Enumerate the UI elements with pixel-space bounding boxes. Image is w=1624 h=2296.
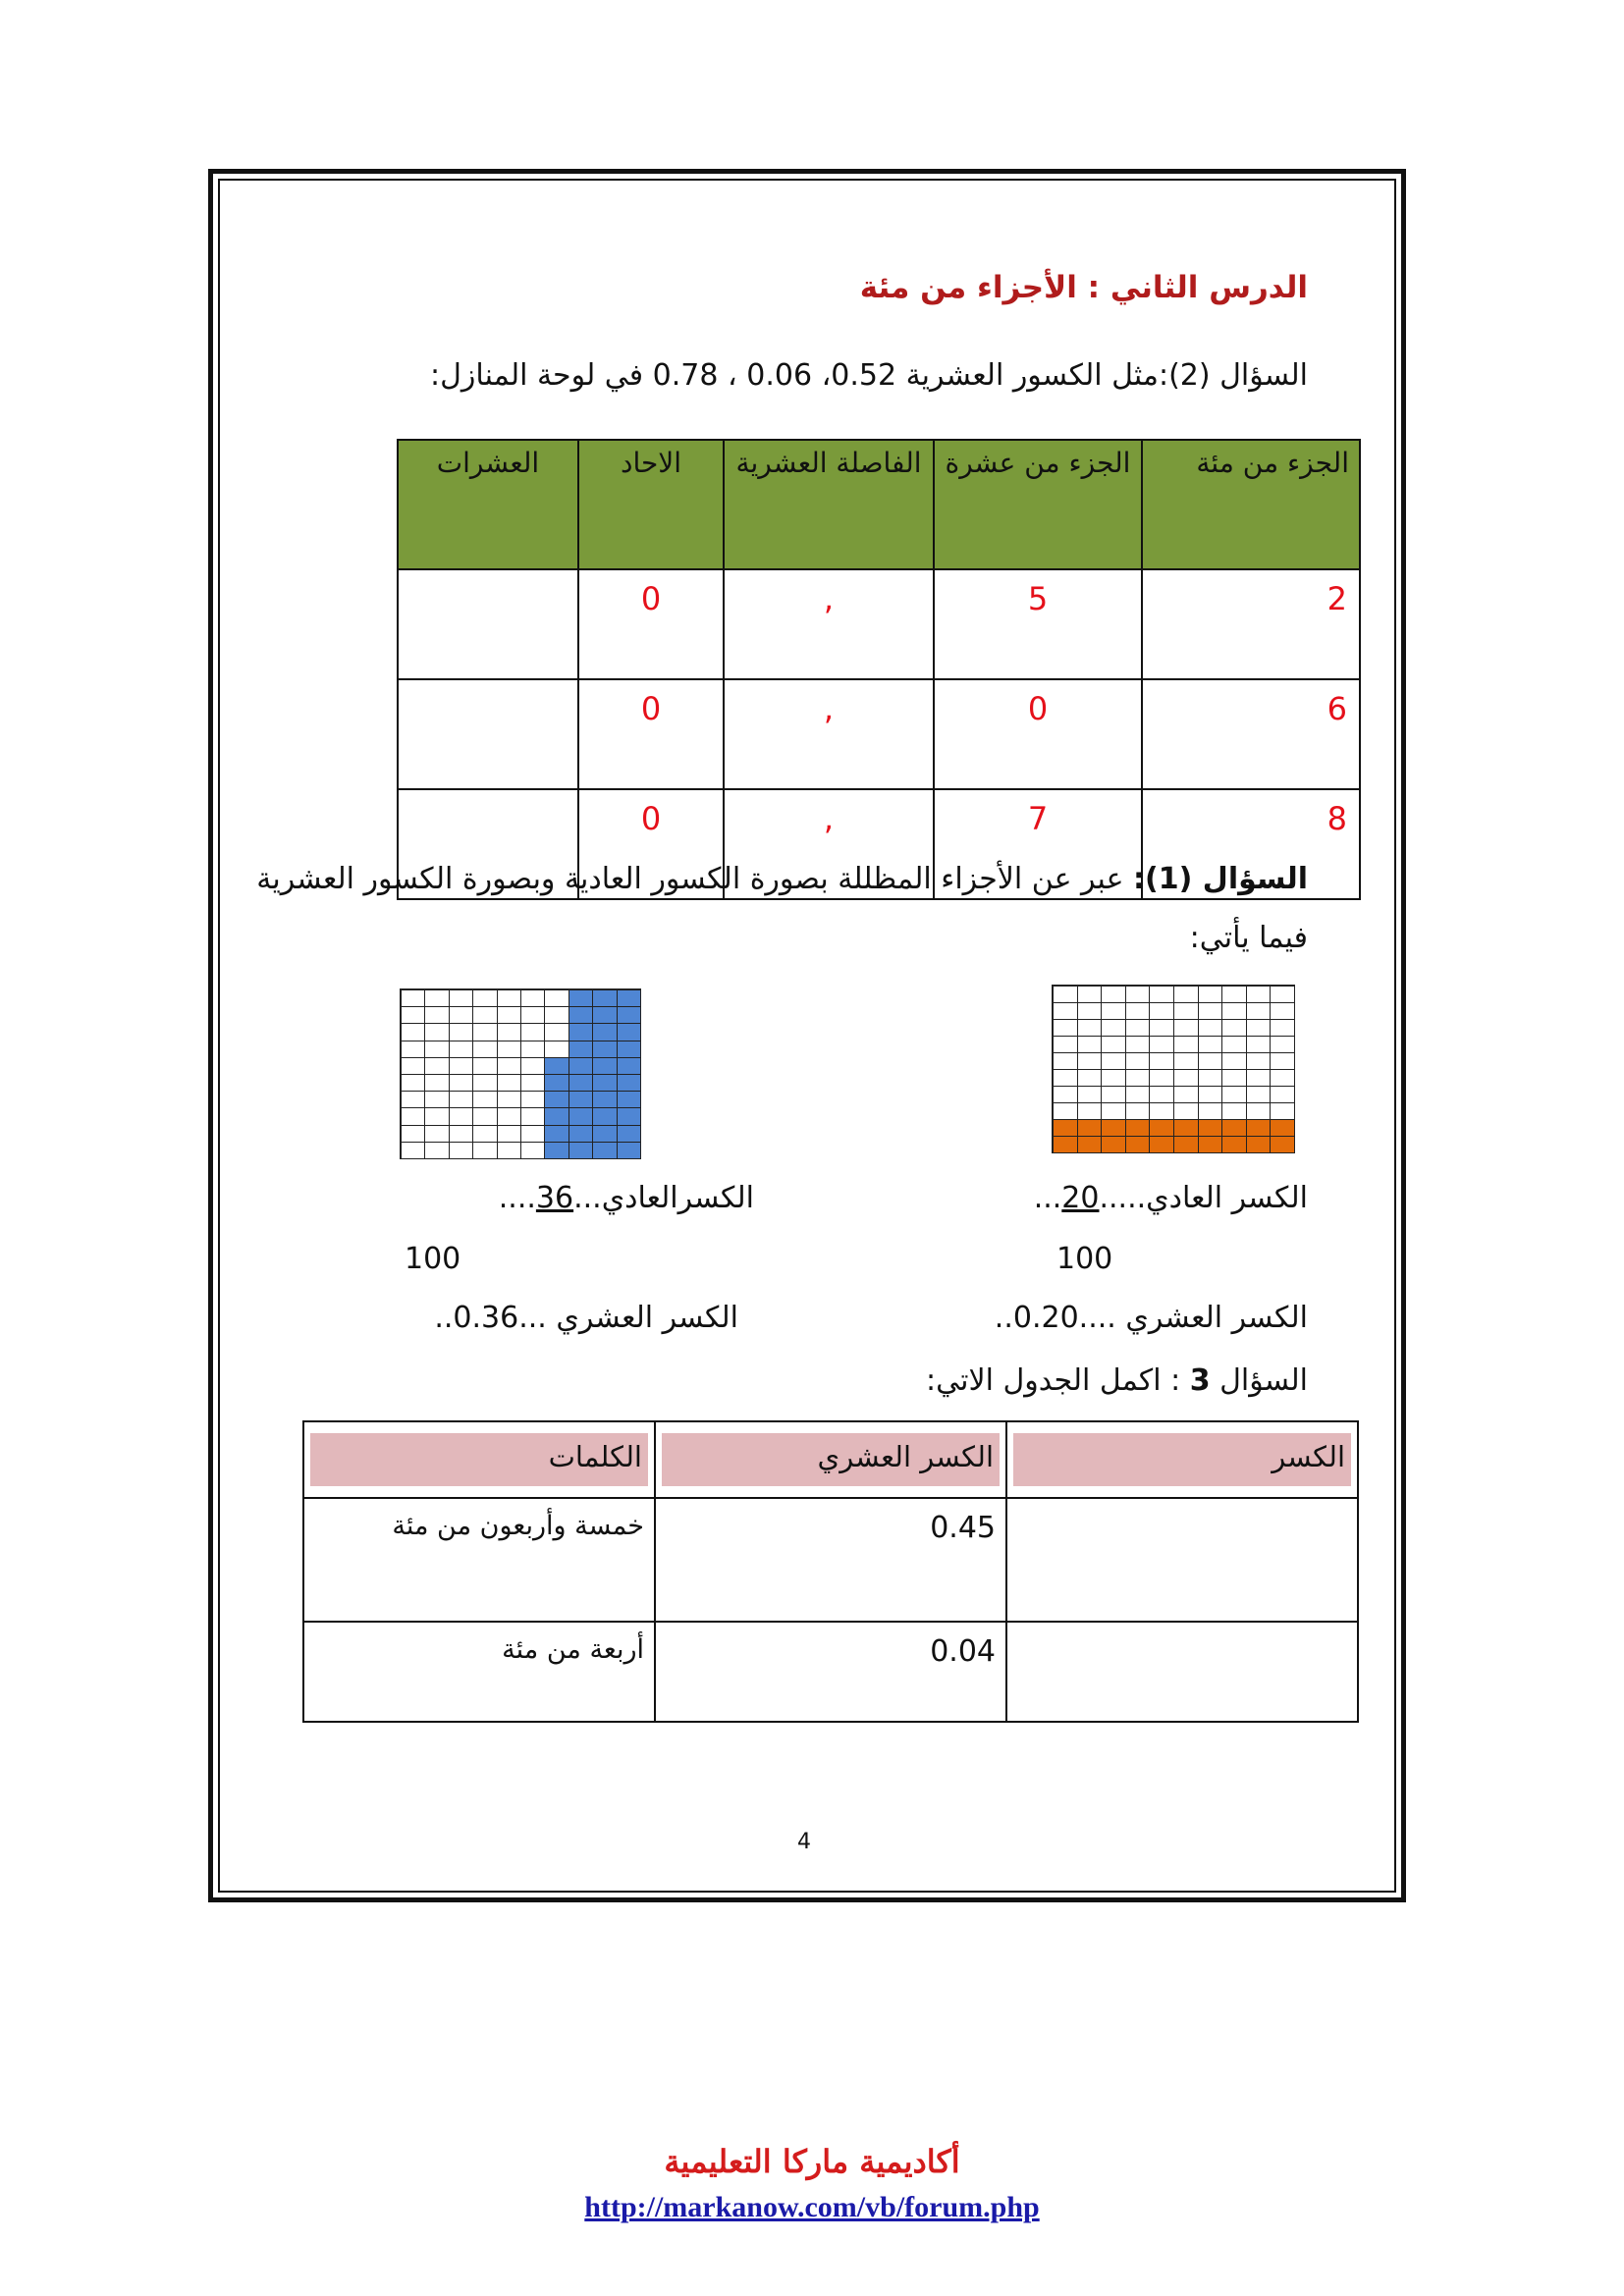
grid-cell [450, 990, 473, 1007]
grid-cell [1078, 1087, 1103, 1103]
grid-cell [450, 1041, 473, 1058]
grid-cell [521, 1092, 545, 1108]
grid-cell [618, 1126, 641, 1143]
grid-cell [1199, 1087, 1223, 1103]
grid-cell [402, 1075, 425, 1092]
grid-cell [402, 1108, 425, 1125]
grid-cell [498, 1108, 521, 1125]
grid-cell [450, 1075, 473, 1092]
grid-cell [1222, 1037, 1247, 1053]
grid-cell [1199, 1003, 1223, 1020]
grid-cell [1150, 1137, 1174, 1153]
grid-cell [1271, 1120, 1295, 1137]
grid-cell [498, 1024, 521, 1041]
cell-ones[interactable]: 0 [578, 569, 724, 679]
right-fraction-label: الكسر العادي..... [1099, 1181, 1308, 1215]
page-number: 4 [797, 1830, 811, 1854]
grid-cell [1126, 1120, 1151, 1137]
words-header-row [303, 1421, 1358, 1498]
grid-cell [569, 1007, 593, 1024]
grid-cell [473, 1092, 497, 1108]
grid-cell [521, 990, 545, 1007]
left-common-fraction [499, 1181, 754, 1215]
left-denominator: 100 [405, 1242, 461, 1276]
grid-cell [1054, 987, 1078, 1003]
grid-cell [569, 1075, 593, 1092]
grid-cell [450, 1108, 473, 1125]
grid-cell [425, 1108, 449, 1125]
grid-cell [1271, 1053, 1295, 1070]
cell-tenths[interactable]: 7 [934, 789, 1142, 899]
grid-cell [593, 1058, 617, 1075]
grid-cell [569, 1024, 593, 1041]
grid-cell [473, 1058, 497, 1075]
left-numerator: 36 [535, 1181, 574, 1215]
grid-cell [1199, 1120, 1223, 1137]
cell-decimal[interactable]: 0.04 [655, 1622, 1006, 1722]
grid-cell [1174, 1003, 1199, 1020]
grid-cell [498, 1092, 521, 1108]
grid-cell [1150, 1037, 1174, 1053]
grid-cell [1222, 987, 1247, 1003]
grid-cell [1126, 1137, 1151, 1153]
words-row [303, 1622, 1358, 1722]
right-fraction-suffix: ... [1033, 1181, 1062, 1215]
right-denominator: 100 [1056, 1242, 1113, 1276]
grid-cell [1271, 1003, 1295, 1020]
grid-cell [1126, 1087, 1151, 1103]
grid-cell [1126, 1103, 1151, 1120]
grid-cell [498, 1041, 521, 1058]
grid-cell [1078, 1120, 1103, 1137]
grid-cell [473, 1075, 497, 1092]
grid-cell [1078, 1137, 1103, 1153]
grid-cell [1150, 1087, 1174, 1103]
grid-cell [569, 990, 593, 1007]
header-ones: الاحاد [578, 440, 724, 569]
grid-cell [521, 1058, 545, 1075]
grid-cell [618, 1058, 641, 1075]
grid-cell [498, 1143, 521, 1159]
grid-cell [1199, 1103, 1223, 1120]
grid-cell [1271, 1137, 1295, 1153]
grid-cell [1150, 1120, 1174, 1137]
grid-cell [1150, 1053, 1174, 1070]
grid-cell [1150, 1070, 1174, 1087]
grid-cell [402, 1126, 425, 1143]
grid-cell [498, 1007, 521, 1024]
grid-cell [1078, 1037, 1103, 1053]
grid-cell [593, 1126, 617, 1143]
grid-cell [1054, 1087, 1078, 1103]
grid-cell [1078, 1070, 1103, 1087]
grid-cell [593, 1143, 617, 1159]
grid-cell [569, 1058, 593, 1075]
cell-fraction[interactable] [1006, 1498, 1358, 1622]
hundred-grid-36 [400, 988, 641, 1159]
grid-cell [618, 1041, 641, 1058]
grid-cell [1199, 987, 1223, 1003]
cell-tens[interactable] [398, 679, 578, 789]
question-2-text: السؤال (2):مثل الكسور العشرية 0.52، 0.06 ، 0.78 في لوحة المنازل: [430, 358, 1308, 393]
grid-cell [402, 1058, 425, 1075]
grid-cell [1054, 1037, 1078, 1053]
grid-cell [618, 1143, 641, 1159]
grid-cell [1102, 1020, 1126, 1037]
grid-cell [425, 1092, 449, 1108]
grid-cell [1222, 1137, 1247, 1153]
right-common-fraction [1034, 1181, 1308, 1215]
grid-cell [402, 1143, 425, 1159]
grid-cell [1247, 1120, 1272, 1137]
cell-words[interactable]: خمسة وأربعون من مئة [303, 1498, 655, 1622]
grid-cell [1247, 1053, 1272, 1070]
grid-cell [1054, 1137, 1078, 1153]
cell-decimal-point[interactable]: , [724, 569, 934, 679]
grid-cell [425, 1041, 449, 1058]
cell-decimal[interactable]: 0.45 [655, 1498, 1006, 1622]
grid-cell [1102, 1003, 1126, 1020]
grid-cell [618, 1108, 641, 1125]
grid-cell [450, 1126, 473, 1143]
right-decimal-fraction: الكسر العشري ....0.20.. [994, 1301, 1308, 1335]
grid-cell [1247, 987, 1272, 1003]
grid-cell [593, 1024, 617, 1041]
footer-forum-link[interactable]: http://markanow.com/vb/forum.php [584, 2191, 1040, 2223]
grid-cell [593, 1007, 617, 1024]
grid-cell [473, 1143, 497, 1159]
grid-cell [1174, 987, 1199, 1003]
header-tens: العشرات [398, 440, 578, 569]
grid-cell [1126, 1037, 1151, 1053]
grid-cell [1222, 1087, 1247, 1103]
grid-cell [521, 1024, 545, 1041]
left-decimal-fraction: الكسر العشري ...0.36.. [434, 1301, 738, 1335]
grid-cell [402, 990, 425, 1007]
grid-cell [618, 990, 641, 1007]
grid-cell [1271, 1103, 1295, 1120]
header-decimal [655, 1421, 1006, 1498]
grid-cell [1126, 1053, 1151, 1070]
grid-cell [1222, 1120, 1247, 1137]
cell-hundredths[interactable]: 2 [1142, 569, 1360, 679]
grid-cell [498, 1075, 521, 1092]
grid-cell [545, 990, 568, 1007]
grid-cell [402, 1092, 425, 1108]
question-1-text [256, 862, 1308, 896]
grid-cell [498, 1058, 521, 1075]
cell-ones[interactable]: 0 [578, 679, 724, 789]
grid-cell [521, 1108, 545, 1125]
footer-academy-name: أكاديمية ماركا التعليمية [664, 2143, 960, 2180]
cell-tens[interactable] [398, 569, 578, 679]
header-fraction-label: الكسر [1013, 1433, 1351, 1486]
grid-cell [1174, 1037, 1199, 1053]
grid-cell [425, 1007, 449, 1024]
grid-cell [593, 1041, 617, 1058]
grid-cell [1078, 1053, 1103, 1070]
grid-cell [498, 1126, 521, 1143]
grid-cell [425, 1058, 449, 1075]
cell-tenths[interactable]: 0 [934, 679, 1142, 789]
grid-cell [593, 990, 617, 1007]
place-value-row [398, 569, 1360, 679]
grid-cell [1054, 1020, 1078, 1037]
grid-cell [1271, 1087, 1295, 1103]
grid-cell [545, 1126, 568, 1143]
cell-words[interactable]: أربعة من مئة [303, 1622, 655, 1722]
question-3-text [926, 1363, 1308, 1398]
grid-cell [473, 1024, 497, 1041]
cell-hundredths[interactable]: 6 [1142, 679, 1360, 789]
grid-cell [1078, 1020, 1103, 1037]
grid-cell [1247, 1003, 1272, 1020]
grid-cell [1247, 1070, 1272, 1087]
place-value-table [397, 439, 1361, 900]
grid-cell [1247, 1137, 1272, 1153]
grid-cell [569, 1126, 593, 1143]
words-row [303, 1498, 1358, 1622]
grid-cell [593, 1075, 617, 1092]
grid-cell [1247, 1087, 1272, 1103]
grid-cell [1102, 987, 1126, 1003]
place-value-header-row [398, 440, 1360, 569]
grid-cell [1102, 1087, 1126, 1103]
grid-cell [618, 1092, 641, 1108]
grid-cell [618, 1075, 641, 1092]
grid-cell [618, 1024, 641, 1041]
grid-cell [1199, 1020, 1223, 1037]
grid-cell [1174, 1120, 1199, 1137]
lesson-title: الدرس الثاني : الأجزاء من مئة [859, 270, 1308, 305]
grid-cell [1054, 1120, 1078, 1137]
hundred-grid-20 [1052, 985, 1295, 1153]
left-fraction-suffix: .... [498, 1181, 536, 1215]
header-decimal-point: الفاصلة العشرية [724, 440, 934, 569]
grid-cell [569, 1092, 593, 1108]
cell-hundredths[interactable]: 8 [1142, 789, 1360, 899]
grid-cell [473, 1108, 497, 1125]
grid-cell [1174, 1087, 1199, 1103]
cell-tenths[interactable]: 5 [934, 569, 1142, 679]
grid-cell [545, 1007, 568, 1024]
header-fraction [1006, 1421, 1358, 1498]
grid-cell [521, 1143, 545, 1159]
grid-cell [545, 1092, 568, 1108]
grid-cell [521, 1126, 545, 1143]
question-3-instruction: : اكمل الجدول الاتي: [926, 1363, 1190, 1398]
grid-cell [1174, 1053, 1199, 1070]
grid-cell [425, 1024, 449, 1041]
grid-cell [473, 1126, 497, 1143]
grid-cell [425, 1143, 449, 1159]
grid-cell [1150, 1103, 1174, 1120]
grid-cell [1247, 1103, 1272, 1120]
grid-cell [1247, 1020, 1272, 1037]
place-value-row [398, 679, 1360, 789]
grid-cell [402, 1041, 425, 1058]
grid-cell [545, 1041, 568, 1058]
cell-ones[interactable]: 0 [578, 789, 724, 899]
grid-cell [1174, 1070, 1199, 1087]
grid-cell [450, 1007, 473, 1024]
right-numerator: 20 [1061, 1181, 1100, 1215]
grid-cell [569, 1108, 593, 1125]
grid-cell [1126, 1020, 1151, 1037]
grid-cell [1150, 1003, 1174, 1020]
grid-cell [1174, 1020, 1199, 1037]
grid-cell [1078, 987, 1103, 1003]
header-decimal-label: الكسر العشري [662, 1433, 1000, 1486]
grid-cell [545, 1108, 568, 1125]
grid-cell [1222, 1003, 1247, 1020]
grid-cell [425, 1075, 449, 1092]
grid-cell [1054, 1070, 1078, 1087]
grid-cell [1174, 1137, 1199, 1153]
grid-cell [1199, 1137, 1223, 1153]
grid-cell [473, 990, 497, 1007]
grid-cell [1102, 1037, 1126, 1053]
cell-decimal-point[interactable]: , [724, 679, 934, 789]
grid-cell [1054, 1003, 1078, 1020]
grid-cell [402, 1024, 425, 1041]
grid-cell [498, 990, 521, 1007]
grid-cell [450, 1024, 473, 1041]
grid-cell [1078, 1003, 1103, 1020]
grid-cell [1271, 1037, 1295, 1053]
grid-cell [521, 1041, 545, 1058]
grid-cell [1054, 1103, 1078, 1120]
grid-cell [1102, 1120, 1126, 1137]
grid-cell [1078, 1103, 1103, 1120]
grid-cell [1126, 987, 1151, 1003]
grid-cell [1102, 1053, 1126, 1070]
grid-cell [1102, 1103, 1126, 1120]
grid-cell [1054, 1053, 1078, 1070]
grid-cell [402, 1007, 425, 1024]
grid-cell [473, 1041, 497, 1058]
header-tenths: الجزء من عشرة [934, 440, 1142, 569]
grid-cell [1222, 1020, 1247, 1037]
grid-cell [425, 990, 449, 1007]
grid-cell [473, 1007, 497, 1024]
fraction-words-table [302, 1420, 1359, 1723]
left-fraction-label: الكسرالعادي... [573, 1181, 754, 1215]
question-3-label: السؤال [1210, 1363, 1308, 1398]
grid-cell [1199, 1070, 1223, 1087]
question-1-instruction: عبر عن الأجزاء المظللة بصورة الكسور العادية وبصورة الكسور العشرية [256, 862, 1134, 896]
grid-cell [1126, 1070, 1151, 1087]
grid-cell [1222, 1053, 1247, 1070]
grid-cell [593, 1092, 617, 1108]
grid-cell [450, 1143, 473, 1159]
grid-cell [569, 1143, 593, 1159]
grid-cell [1199, 1037, 1223, 1053]
grid-cell [1199, 1053, 1223, 1070]
grid-cell [1222, 1070, 1247, 1087]
grid-cell [1126, 1003, 1151, 1020]
header-words [303, 1421, 655, 1498]
grid-cell [569, 1041, 593, 1058]
grid-cell [618, 1007, 641, 1024]
grid-cell [545, 1143, 568, 1159]
grid-cell [521, 1075, 545, 1092]
grid-cell [545, 1024, 568, 1041]
question-1-label: السؤال (1): [1133, 862, 1308, 896]
grid-cell [425, 1126, 449, 1143]
grid-cell [1150, 987, 1174, 1003]
grid-cell [545, 1075, 568, 1092]
grid-cell [1271, 987, 1295, 1003]
grid-cell [450, 1092, 473, 1108]
grid-cell [545, 1058, 568, 1075]
grid-cell [1271, 1020, 1295, 1037]
cell-decimal-point[interactable]: , [724, 789, 934, 899]
grid-cell [450, 1058, 473, 1075]
grid-cell [1271, 1070, 1295, 1087]
cell-fraction[interactable] [1006, 1622, 1358, 1722]
grid-cell [1150, 1020, 1174, 1037]
header-hundredths: الجزء من مئة [1142, 440, 1360, 569]
header-words-label: الكلمات [310, 1433, 648, 1486]
grid-cell [1247, 1037, 1272, 1053]
grid-cell [521, 1007, 545, 1024]
question-3-number: 3 [1189, 1363, 1211, 1398]
grid-cell [1222, 1103, 1247, 1120]
grid-cell [1102, 1070, 1126, 1087]
grid-cell [1174, 1103, 1199, 1120]
grid-cell [1102, 1137, 1126, 1153]
grid-cell [593, 1108, 617, 1125]
question-1-text-cont: فيما يأتي: [1189, 921, 1308, 955]
